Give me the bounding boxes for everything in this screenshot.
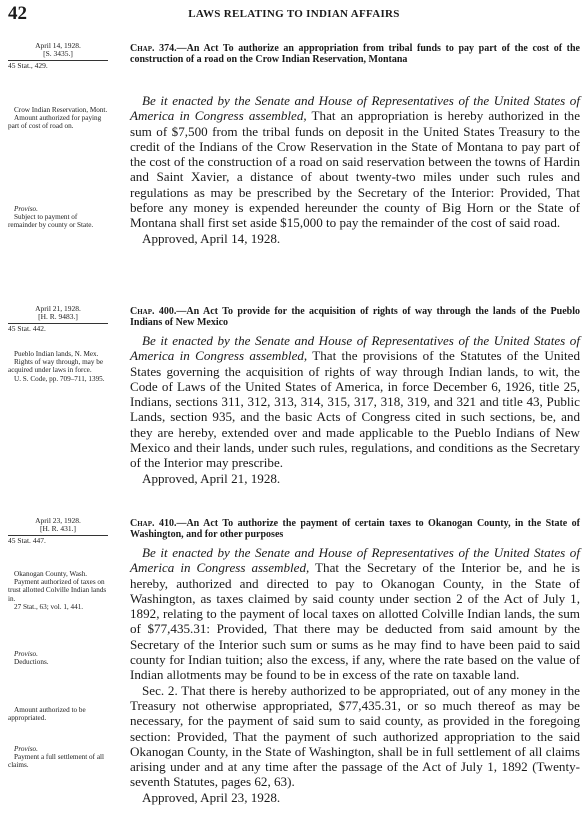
chapter-heading: Chap. 374.—An Act To authorize an appropriation from tribal funds to pay part of the cost of the construction of a road on the Crow Indian Reservation, Montana [130,43,580,65]
act-body: Be it enacted by the Senate and House of Representatives of the United States of America in Congress assembled, That the Secretary of the Interior be, and he is hereby, authorized and directed to pay to Okanogan County, in the State of Washington, as taxes claimed by said county under section 2 of the Act of July 1, 1892, relating to the payment of local taxes on allotted Colville Indian lands, the sum of $77,435.31: Provided, That there may be deducted from said amount by the Secretary of the Interior such sum or sums as he may find to have been paid to said county for Indian tuition; also the excess, if any, where the rate based on the value of Indian allotments may be found to be in excess of the rate on taxable land. Sec. 2. That there is hereby authorized to be appropriated, out of any money in the Treasury not otherwise appropriated, $77,435.31, or so much thereof as may be necessary, for the payment of said sum to said county, as provided in the foregoing section: Provided, That the payment of such authorized appropriation to the said Okanogan County, in the State of Washington, shall be in full settlement of all claims arising under and at any time after the passage of the Act of July 1, 1892 (Twenty-seventh Statutes, pages 62, 63). Approved, April 23, 1928. [130,545,581,805]
approved-line: Approved, April 21, 1928. [142,470,281,486]
margin-date-block [8,42,108,70]
chapter-heading: Chap. 410.—An Act To authorize the payment of certain taxes to Okanogan County, in the State of Washington, and for other purposes [130,518,581,540]
margin-note-proviso: Proviso. Payment a full settlement of all claims. [8,745,105,770]
margin-date-block: April 23, 1928. [H. R. 431.] 45 Stat. 447. [8,517,108,545]
chapter-heading: Chap. 400.—An Act To provide for the acquisition of rights of way through the lands of the Pueblo Indians of New Mexico [130,306,580,328]
approved-line: Approved, April 14, 1928. [142,230,281,246]
margin-note-proviso: Proviso. Deductions. [14,650,49,667]
running-head: LAWS RELATING TO INDIAN AFFAIRS [188,8,400,20]
margin-note: Amount authorized to be appropriated. [8,706,86,723]
section-2-text: Sec. 2. That there is hereby authorized to be appropriated, out of any money in the Treasury not otherwise appropriated, $77,435.31, or so much thereof as may be necessary, for the payment of said sum to said county, as provided in the foregoing section: Provided, That the payment of such authorized appropriation to the said Okanogan County, in the State of Washington, shall be in full settlement of all claims arising under and at any time after the passage of the Act of July 1, 1892 (Twenty-seventh Statutes, pages 62, 63). [130,682,580,790]
stat-citation: 45 Stat., 429. [8,60,48,70]
act-body: Be it enacted by the Senate and House of Representatives of the United States of America in Congress assembled, That the provisions of the Statutes of the United States governing the acquisition of rights of way through Indian lands, to wit, the Code of Laws of the United States of America, in force December 6, 1926, title 25, Indians, sections 311, 312, 313, 314, 315, 317, 318, 319, and 321 and title 43, Public Lands, section 935, and the basic Acts of Congress cited in such sections, be, and they are hereby, extended over and made applicable to the Pueblo Indians of New Mexico and their lands, under such rules, regulations, and conditions as the Secretary of the Interior may prescribe. Approved, April 21, 1928. [130,333,581,486]
margin-note: Pueblo Indian lands, N. Mex. Rights of way through, may be acquired under laws in force. U. S. Code, pp. 709–711, 1395. [8,350,105,383]
page-number: 42 [8,3,27,24]
margin-note: Crow Indian Reservation, Mont. Amount authorized for paying part of cost of road on. [8,106,108,131]
act-date: April 14, 1928. [35,41,81,50]
act-body: Be it enacted by the Senate and House of Representatives of the United States of America in Congress assembled, That an appropriation is hereby authorized in the sum of $7,500 from the tribal funds on deposit in the United States Treasury to the credit of the Indians of the Crow Reservation in the State of Montana to pay part of the cost of the construction of a road on said reservation between the towns of Hardin and Saint Xavier, a distance of about twenty-two miles under such rules and regulations as may be prescribed by the Secretary of the Interior: Provided, That before any money is expended hereunder the county of Big Horn or the State of Montana shall first set aside $15,000 to pay the remainder of the cost of said road. Approved, April 14, 1928. [130,93,581,246]
margin-note: Okanogan County, Wash. Payment authorized of taxes on trust allotted Colville Indian lands in. 27 Stat., 63; vol. 1, 441. [8,570,107,611]
approved-line: Approved, April 23, 1928. [142,789,281,805]
margin-date-block: April 21, 1928. [H. R. 9483.] 45 Stat. 442. [8,305,108,333]
bill-number: [S. 3435.] [8,50,108,60]
margin-note-proviso: Proviso. Subject to payment of remainder by county or State. [8,205,94,230]
